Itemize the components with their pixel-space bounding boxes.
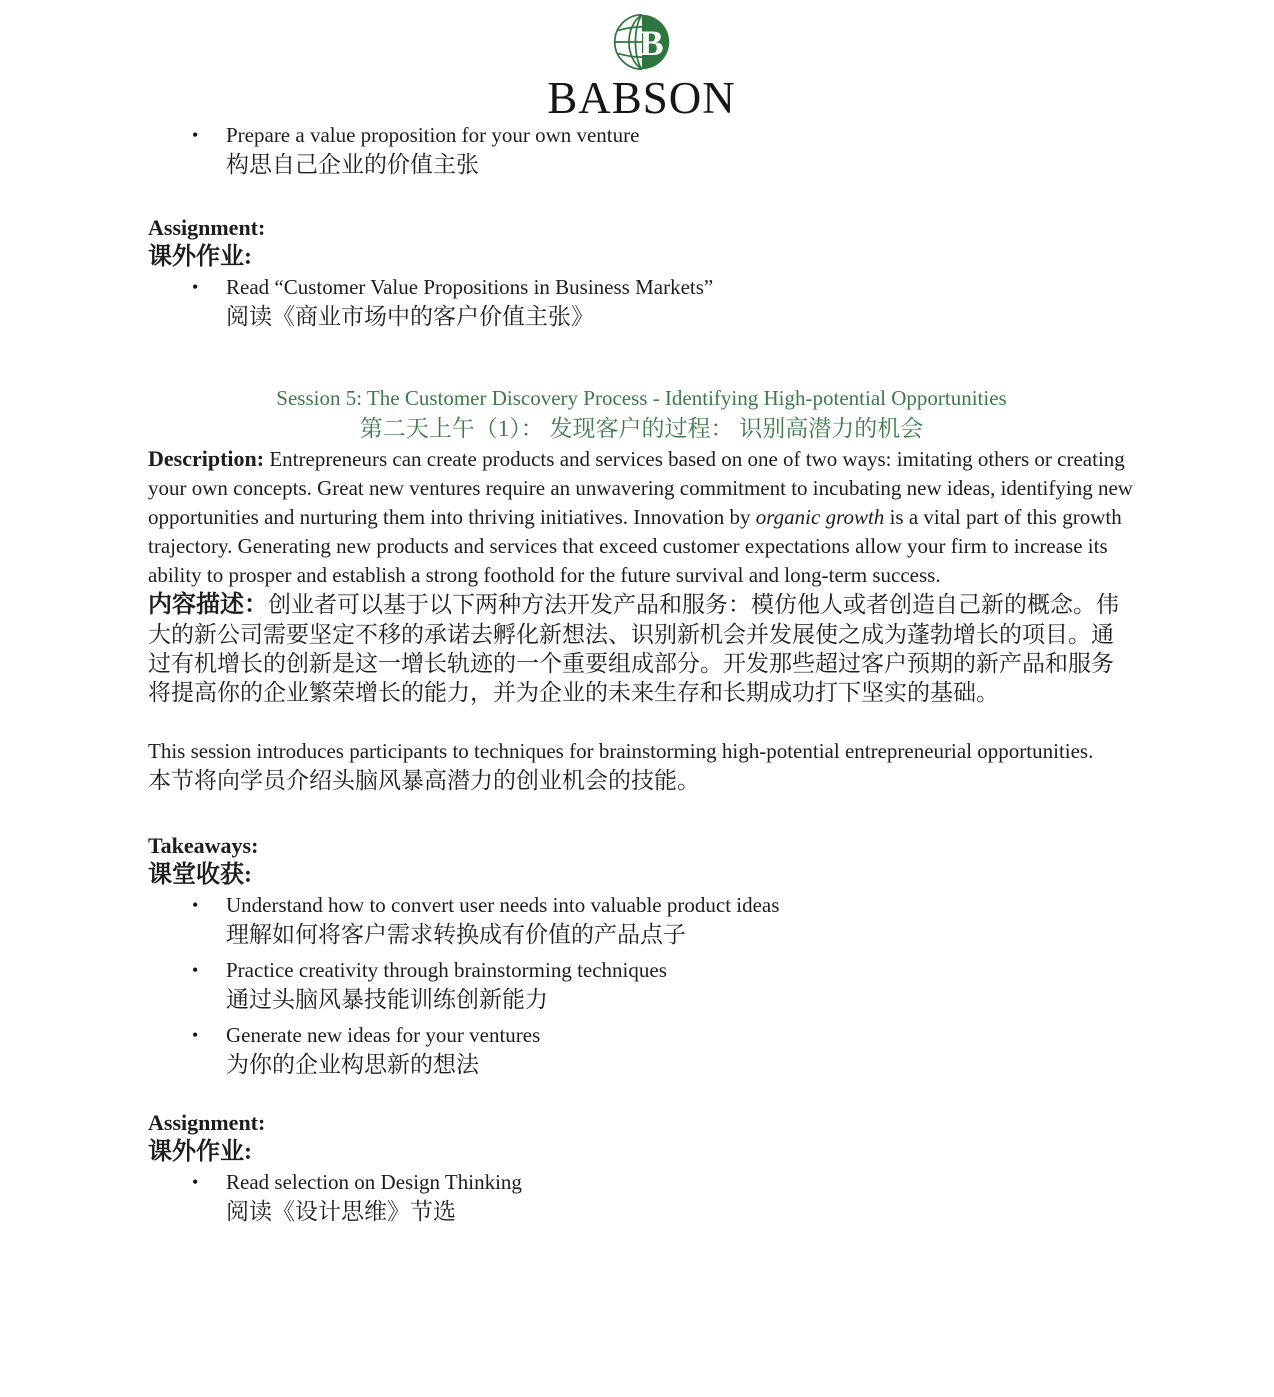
session-description-en [148, 444, 1135, 590]
description-text-1: Entrepreneurs can create products and services based on one of two ways: imitating others or creating your own concepts. Great new ventures require an unwavering commitment to incubating new ideas, identifying new opportunities and nurturing them into thriving initiatives. Innovation by [148, 447, 1133, 529]
assignment-heading-bottom [148, 1108, 1135, 1168]
babson-globe-icon [613, 13, 671, 71]
session-description-zh [148, 590, 1135, 707]
takeaway-text-zh: 理解如何将客户需求转换成有价值的产品点子 [226, 922, 686, 947]
takeaway-text-en: Understand how to convert user needs into valuable product ideas [226, 893, 780, 917]
bullet-text-en: Prepare a value proposition for your own venture [226, 123, 640, 147]
takeaways-heading-zh: 课堂收获: [148, 862, 252, 888]
bullet-icon: • [192, 960, 199, 980]
bullet-text-zh: 阅读《商业市场中的客户价值主张》 [226, 304, 594, 329]
bullet-text-zh: 构思自己企业的价值主张 [226, 152, 479, 177]
takeaways-list [148, 891, 1135, 1080]
bullet-icon: • [192, 895, 199, 915]
list-item [148, 1168, 1135, 1227]
assignment-heading-top [148, 213, 1135, 273]
assignment-heading-en: Assignment: [148, 1110, 266, 1135]
assignment-bottom-bullet-list [148, 1168, 1135, 1227]
description-text-2: is a vital part of this growth trajectory. Generating new products and services that exceed customer expectations allow your firm to increase its ability to prosper and establish a strong foothold for the future survival and long-term success. [148, 505, 1122, 587]
bullet-text-en: Read “Customer Value Propositions in Business Markets” [226, 275, 714, 299]
list-item [148, 273, 1135, 332]
takeaway-text-zh: 为你的企业构思新的想法 [226, 1052, 479, 1077]
session-intro-en: This session introduces participants to techniques for brainstorming high-potential entrepreneurial opportunities. [148, 739, 1094, 763]
takeaway-text-zh: 通过头脑风暴技能训练创新能力 [226, 987, 548, 1012]
bullet-icon: • [192, 1025, 199, 1045]
session-intro [148, 737, 1135, 795]
bullet-icon: • [192, 125, 199, 145]
session-title [148, 384, 1135, 444]
takeaway-text-en: Generate new ideas for your ventures [226, 1023, 541, 1047]
takeaways-heading-en: Takeaways: [148, 833, 259, 858]
description-label-zh: 内容描述： [148, 592, 268, 618]
assignment-heading-zh: 课外作业: [148, 1139, 252, 1165]
assignment-heading-en: Assignment: [148, 215, 266, 240]
description-label-en: Description: [148, 446, 265, 471]
bullet-text-zh: 阅读《设计思维》节选 [226, 1199, 456, 1224]
list-item [148, 956, 1135, 1015]
session-intro-zh: 本节将向学员介绍头脑风暴高潜力的创业机会的技能。 [148, 768, 700, 793]
top-bullet-list [148, 121, 1135, 180]
babson-logo [148, 13, 1135, 121]
session-title-en: Session 5: The Customer Discovery Process - Identifying High-potential Opportunities [276, 386, 1007, 410]
takeaway-text-en: Practice creativity through brainstorming techniques [226, 958, 667, 982]
bullet-text-en: Read selection on Design Thinking [226, 1170, 522, 1194]
description-text-italic: organic growth [755, 505, 885, 529]
list-item [148, 1021, 1135, 1080]
list-item [148, 121, 1135, 180]
list-item [148, 891, 1135, 950]
assignment-top-bullet-list [148, 273, 1135, 332]
description-text-zh: 创业者可以基于以下两种方法开发产品和服务：模仿他人或者创造自己新的概念。伟大的新公司需要坚定不移的承诺去孵化新想法、识别新机会并发展使之成为蓬勃增长的项目。通过有机增长的创新是这一增长轨迹的一个重要组成部分。开发那些超过客户预期的新产品和服务将提高你的企业繁荣增长的能力，并为企业的未来生存和长期成功打下坚实的基础。 [148, 592, 1119, 705]
assignment-heading-zh: 课外作业: [148, 244, 252, 270]
svg-text:B: B [639, 22, 664, 63]
bullet-icon: • [192, 1172, 199, 1192]
bullet-icon: • [192, 277, 199, 297]
session-title-zh: 第二天上午（1）： 发现客户的过程： 识别高潜力的机会 [359, 416, 924, 441]
babson-wordmark: BABSON [547, 73, 736, 123]
takeaways-heading [148, 831, 1135, 891]
